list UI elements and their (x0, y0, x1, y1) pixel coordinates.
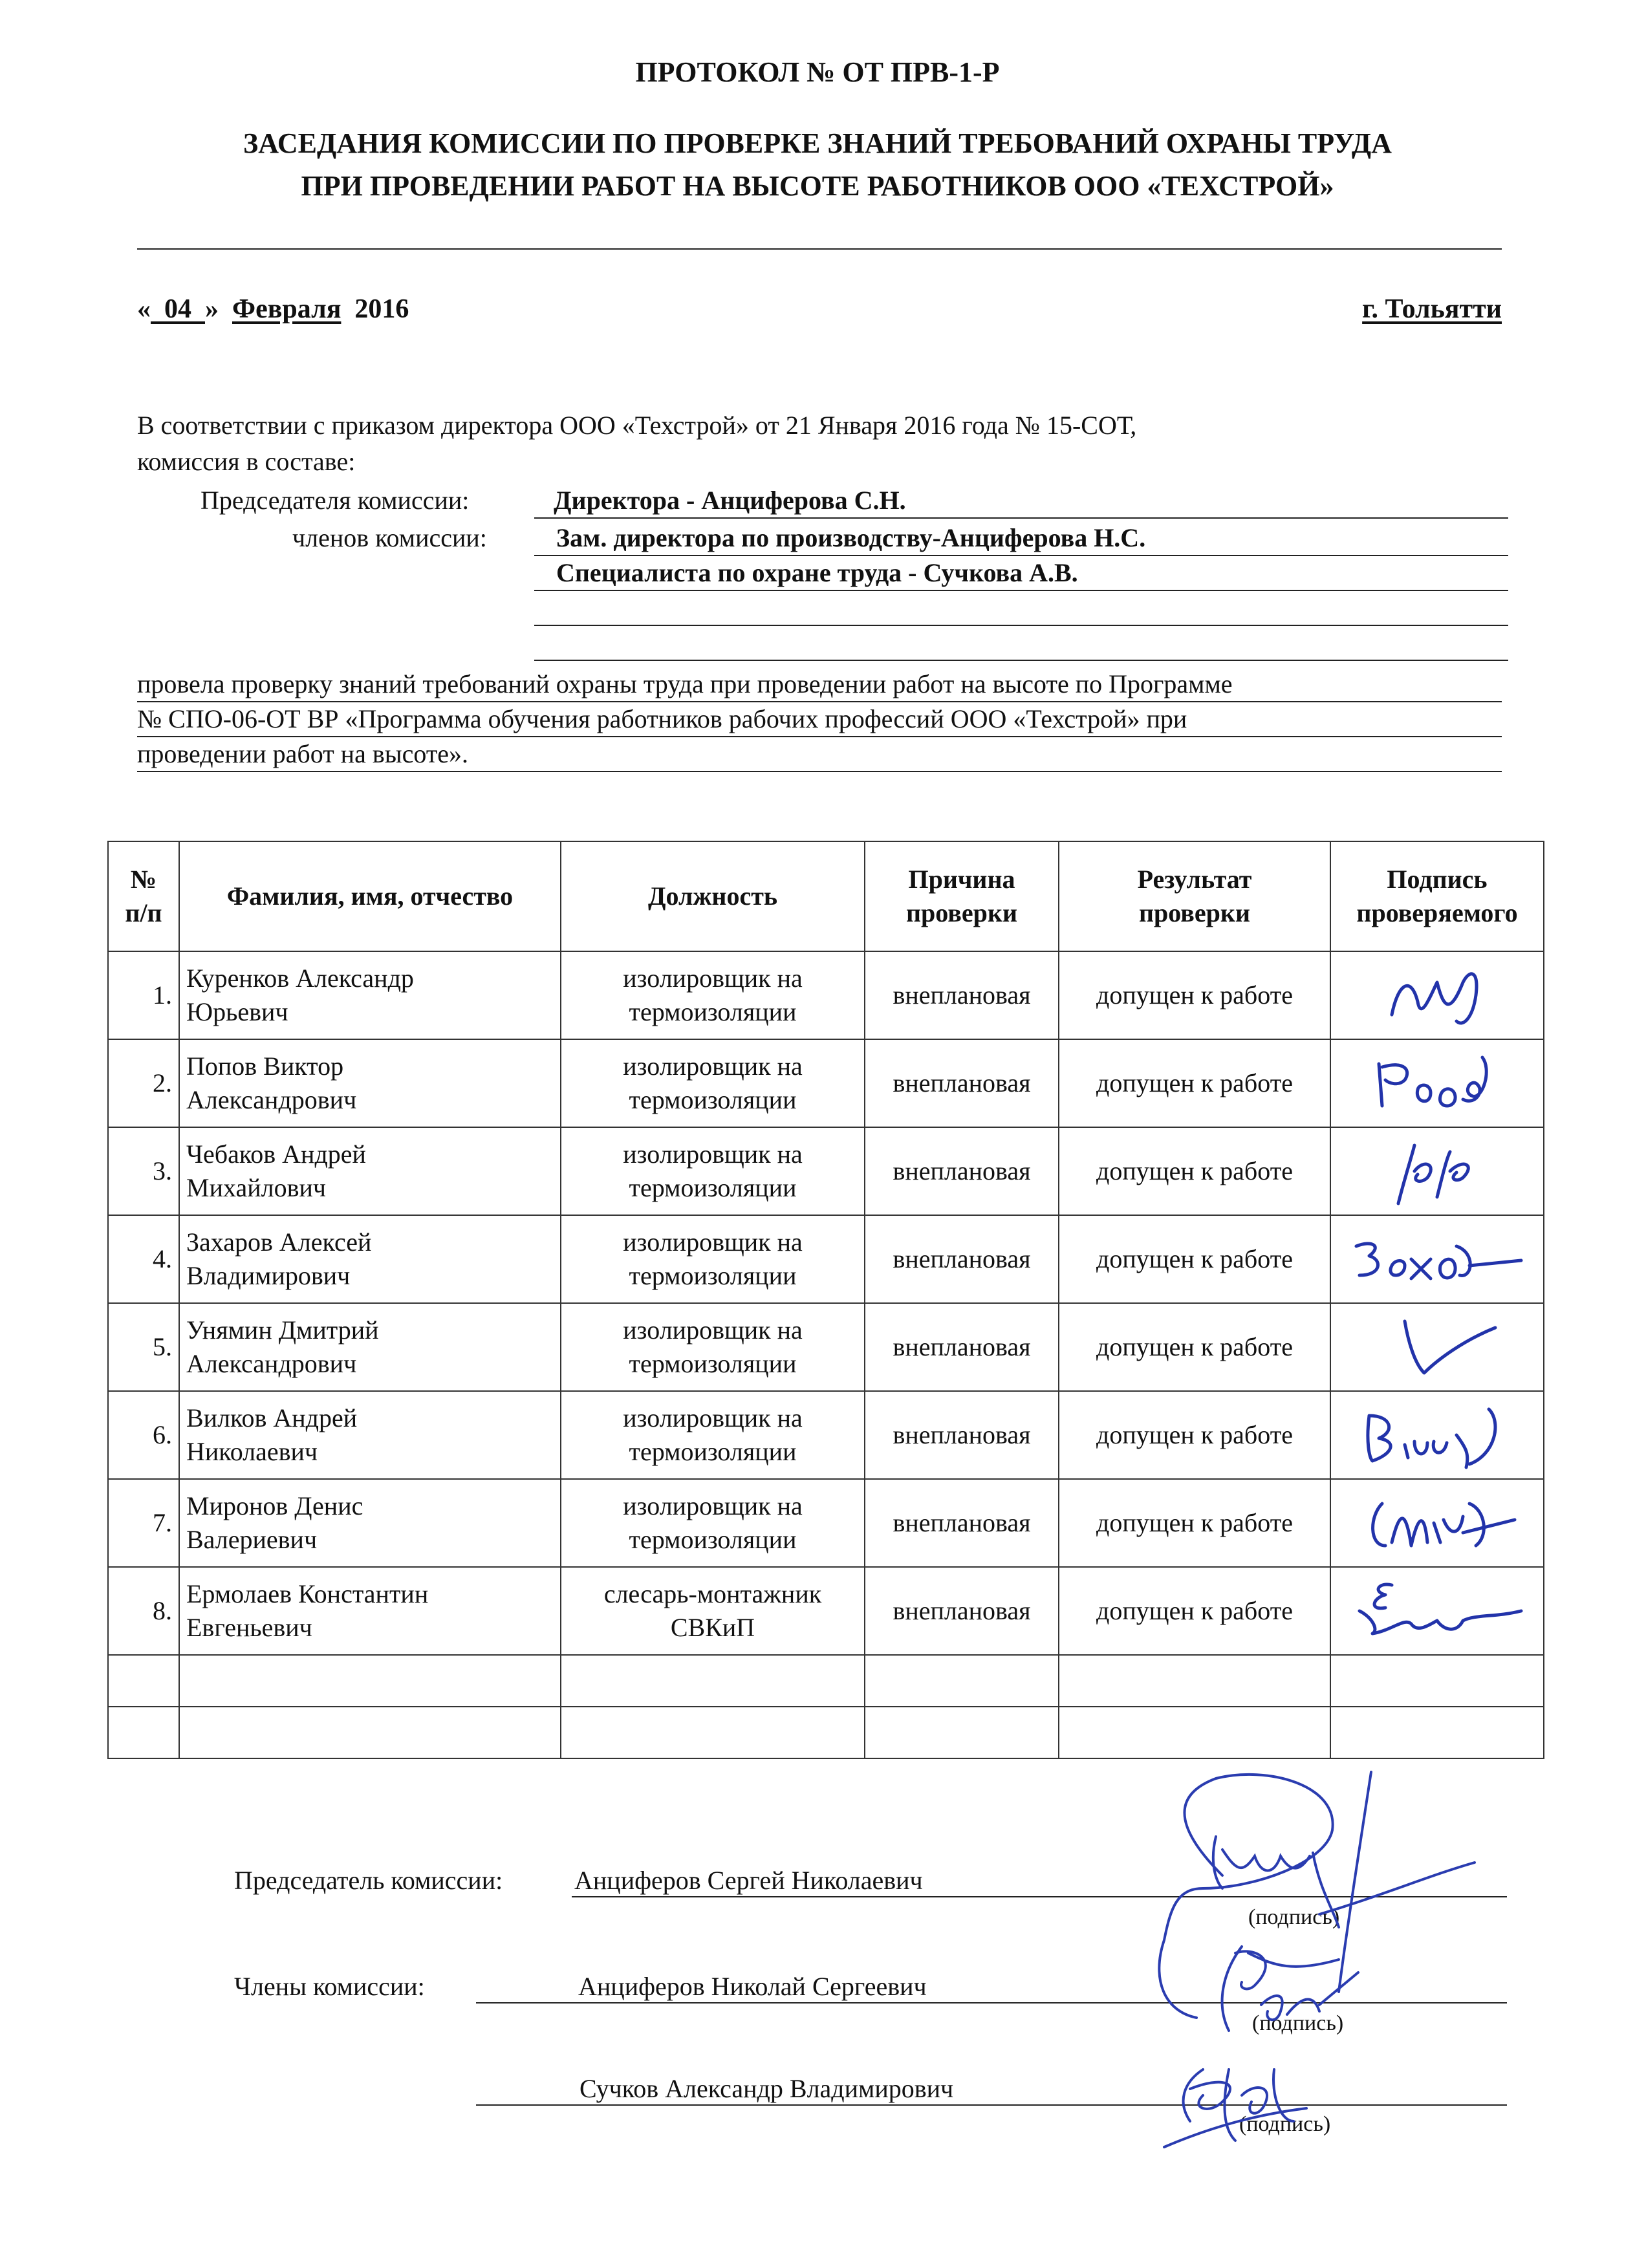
row-name-line-2: Валериевич (186, 1525, 318, 1554)
row-name-line-2: Владимирович (186, 1261, 351, 1290)
header-name: Фамилия, имя, отчество (179, 841, 561, 951)
date-day (151, 294, 205, 324)
row-name-line-1: Вилков Андрей (186, 1403, 358, 1432)
table-header-row (108, 841, 1544, 951)
footer-member2-signature-caption: (подпись) (1239, 2112, 1331, 2136)
commission-chair-label: Председателя комиссии: (200, 486, 470, 515)
footer-member1-name: Анциферов Николай Сергеевич (578, 1972, 927, 2001)
table-row (108, 1039, 1544, 1127)
row-position-line-2: термоизоляции (629, 1525, 797, 1554)
row-position (561, 1039, 865, 1127)
row-signature (1330, 1215, 1544, 1303)
row-name (179, 1391, 561, 1479)
row-result: допущен к работе (1059, 1391, 1330, 1479)
row-result: допущен к работе (1059, 1039, 1330, 1127)
footer-chair-label: Председатель комиссии: (234, 1866, 503, 1895)
intro-line-1: В соответствии с приказом директора ООО «Техстрой» от 21 Января 2016 года № 15-СОТ, (137, 411, 1137, 440)
row-name (179, 1303, 561, 1391)
table-row (108, 1303, 1544, 1391)
row-signature (1330, 1127, 1544, 1215)
row-signature (1330, 1479, 1544, 1567)
row-result: допущен к работе (1059, 951, 1330, 1039)
row-position-line-1: слесарь-монтажник (603, 1579, 822, 1608)
row-name-line-2: Евгеньевич (186, 1613, 312, 1642)
commission-chair-underline (534, 517, 1508, 519)
commission-signatures (1125, 1759, 1552, 2186)
row-num: 5. (108, 1303, 179, 1391)
row-name-line-1: Чебаков Андрей (186, 1139, 366, 1169)
row-name (179, 1215, 561, 1303)
program-line-2: № СПО-06-ОТ ВР «Программа обучения работников рабочих профессий ООО «Техстрой» при (137, 702, 1502, 737)
chair-signature (1159, 1772, 1475, 2018)
protocol-subtitle-line-1: ЗАСЕДАНИЯ КОМИССИИ ПО ПРОВЕРКЕ ЗНАНИЙ ТРЕБОВАНИЙ ОХРАНЫ ТРУДА (243, 127, 1392, 159)
signature-mark (1347, 1572, 1528, 1650)
row-signature (1330, 951, 1544, 1039)
date-day-value: 04 (164, 294, 191, 324)
row-reason: внеплановая (865, 951, 1059, 1039)
commission-member-1: Зам. директора по производству-Анциферова Н.С. (556, 523, 1146, 552)
header-signature-line-1: Подпись (1387, 865, 1488, 894)
row-name-line-1: Захаров Алексей (186, 1227, 372, 1257)
row-position-line-2: термоизоляции (629, 1261, 797, 1290)
header-reason-line-1: Причина (908, 865, 1015, 894)
footer-members-label: Члены комиссии: (234, 1972, 425, 2001)
footer-member1-signature-caption: (подпись) (1252, 2011, 1344, 2035)
table-row (108, 951, 1544, 1039)
header-signature-line-2: проверяемого (1356, 898, 1518, 927)
commission-members-label: членов комиссии: (292, 523, 487, 552)
header-num-line-1: № (130, 865, 157, 894)
protocol-title: ПРОТОКОЛ № ОТ ПРВ-1-Р (635, 56, 1000, 88)
header-signature (1330, 841, 1544, 951)
signature-mark (1366, 1308, 1508, 1386)
table-row (108, 1479, 1544, 1567)
row-position (561, 1303, 865, 1391)
commission-member2-underline (534, 590, 1508, 591)
row-num: 2. (108, 1039, 179, 1127)
commission-blank-line-1 (534, 625, 1508, 626)
row-position-line-2: термоизоляции (629, 1437, 797, 1466)
row-num: 1. (108, 951, 179, 1039)
row-name (179, 1567, 561, 1655)
date-open-quote: « (137, 294, 151, 324)
row-position (561, 951, 865, 1039)
program-paragraph (137, 667, 1502, 772)
row-position-line-1: изолировщик на (623, 1139, 803, 1169)
commission-blank-line-2 (534, 660, 1508, 661)
row-position-line-2: термоизоляции (629, 1085, 797, 1114)
row-result: допущен к работе (1059, 1479, 1330, 1567)
footer-member2-name: Сучков Александр Владимирович (579, 2074, 954, 2103)
row-reason: внеплановая (865, 1127, 1059, 1215)
signature-mark (1347, 1220, 1528, 1298)
header-reason (865, 841, 1059, 951)
signature-mark (1366, 1132, 1508, 1210)
header-result-line-2: проверки (1139, 898, 1250, 927)
row-position-line-1: изолировщик на (623, 1315, 803, 1345)
header-result (1059, 841, 1330, 951)
row-name-line-1: Унямин Дмитрий (186, 1315, 379, 1345)
protocol-city: г. Тольятти (1362, 294, 1502, 324)
row-position-line-1: изолировщик на (623, 964, 803, 993)
table-row (108, 1567, 1544, 1655)
footer-chair-name: Анциферов Сергей Николаевич (574, 1866, 923, 1895)
row-name-line-1: Ермолаев Константин (186, 1579, 429, 1608)
program-line-1: провела проверку знаний требований охраны труда при проведении работ на высоте по Программе (137, 667, 1502, 702)
row-position (561, 1127, 865, 1215)
employees-table (107, 841, 1544, 1759)
commission-member-2: Специалиста по охране труда - Сучкова А.В. (556, 558, 1078, 587)
row-num: 7. (108, 1479, 179, 1567)
table-row (108, 1215, 1544, 1303)
row-result: допущен к работе (1059, 1567, 1330, 1655)
row-name-line-2: Юрьевич (186, 997, 288, 1026)
row-num: 8. (108, 1567, 179, 1655)
program-line-3: проведении работ на высоте». (137, 737, 1502, 772)
row-position-line-2: термоизоляции (629, 1349, 797, 1378)
header-divider (137, 248, 1502, 250)
row-reason: внеплановая (865, 1391, 1059, 1479)
row-name (179, 1127, 561, 1215)
row-result: допущен к работе (1059, 1127, 1330, 1215)
header-position: Должность (561, 841, 865, 951)
row-reason: внеплановая (865, 1303, 1059, 1391)
table-row-empty (108, 1707, 1544, 1758)
row-signature (1330, 1303, 1544, 1391)
row-name-line-2: Николаевич (186, 1437, 318, 1466)
row-position (561, 1391, 865, 1479)
row-reason: внеплановая (865, 1039, 1059, 1127)
date-month: Февраля (232, 294, 341, 324)
signature-mark (1366, 1044, 1508, 1122)
header-num (108, 841, 179, 951)
table-row-empty (108, 1655, 1544, 1707)
row-position-line-1: изолировщик на (623, 1052, 803, 1081)
date-close-quote: » (205, 294, 219, 324)
row-position (561, 1215, 865, 1303)
member1-signature (1222, 1947, 1358, 2031)
row-signature (1330, 1391, 1544, 1479)
protocol-subtitle-line-2: ПРИ ПРОВЕДЕНИИ РАБОТ НА ВЫСОТЕ РАБОТНИКОВ ООО «ТЕХСТРОЙ» (301, 170, 1334, 202)
protocol-date (137, 292, 409, 326)
intro-line-2: комиссия в составе: (137, 447, 356, 476)
row-reason: внеплановая (865, 1215, 1059, 1303)
row-result: допущен к работе (1059, 1303, 1330, 1391)
row-position-line-2: термоизоляции (629, 997, 797, 1026)
row-reason: внеплановая (865, 1479, 1059, 1567)
row-position (561, 1479, 865, 1567)
row-position-line-2: термоизоляции (629, 1173, 797, 1202)
row-name-line-2: Александрович (186, 1349, 357, 1378)
row-num: 6. (108, 1391, 179, 1479)
table-row (108, 1391, 1544, 1479)
row-name (179, 1479, 561, 1567)
row-position-line-1: изолировщик на (623, 1491, 803, 1520)
header-reason-line-2: проверки (906, 898, 1017, 927)
row-name-line-2: Александрович (186, 1085, 357, 1114)
header-result-line-1: Результат (1137, 865, 1252, 894)
row-name-line-1: Попов Виктор (186, 1052, 344, 1081)
header-num-line-2: п/п (125, 898, 162, 927)
row-name (179, 1039, 561, 1127)
table-row (108, 1127, 1544, 1215)
row-position-line-1: изолировщик на (623, 1403, 803, 1432)
date-year: 2016 (354, 294, 409, 324)
footer-chair-signature-caption: (подпись) (1248, 1905, 1340, 1929)
row-position-line-1: изолировщик на (623, 1227, 803, 1257)
row-result: допущен к работе (1059, 1215, 1330, 1303)
row-name-line-1: Миронов Денис (186, 1491, 363, 1520)
member2-signature (1164, 2069, 1306, 2147)
row-name (179, 951, 561, 1039)
row-name-line-1: Куренков Александр (186, 964, 414, 993)
row-num: 3. (108, 1127, 179, 1215)
row-position (561, 1567, 865, 1655)
row-position-line-2: СВКиП (670, 1613, 755, 1642)
signature-mark (1353, 1396, 1521, 1474)
row-name-line-2: Михайлович (186, 1173, 326, 1202)
row-reason: внеплановая (865, 1567, 1059, 1655)
commission-chair-value: Директора - Анциферова С.Н. (554, 486, 906, 515)
row-num: 4. (108, 1215, 179, 1303)
signature-mark (1366, 956, 1508, 1034)
row-signature (1330, 1567, 1544, 1655)
signature-mark (1353, 1484, 1521, 1562)
row-signature (1330, 1039, 1544, 1127)
